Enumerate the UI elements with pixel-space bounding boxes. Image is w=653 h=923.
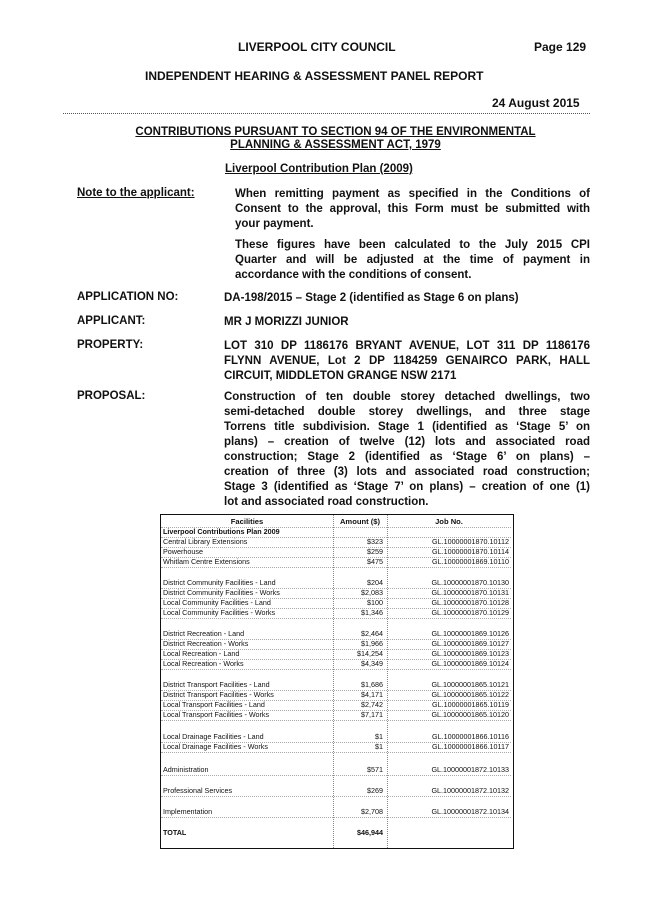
total-label: TOTAL [163, 828, 187, 837]
contribution-plan-name: Liverpool Contribution Plan (2009) [225, 163, 413, 175]
header-divider [63, 113, 590, 114]
job-cell: GL.10000001870.10128 [431, 598, 509, 607]
proposal-label: PROPOSAL: [77, 390, 146, 402]
job-cell: GL.10000001865.10121 [431, 680, 509, 689]
job-cell: GL.10000001870.10130 [431, 578, 509, 587]
facility-cell: Local Community Facilities - Works [163, 608, 276, 617]
facility-cell: Professional Services [163, 786, 233, 795]
facility-cell: Implementation [163, 807, 213, 816]
table-row [161, 608, 511, 619]
amount-cell: $2,464 [361, 629, 383, 638]
table-row [161, 742, 511, 753]
job-cell: GL.10000001865.10119 [431, 700, 509, 709]
job-cell: GL.10000001870.10112 [431, 537, 509, 546]
amount-cell: $2,708 [361, 807, 383, 816]
table-total-row [161, 828, 511, 838]
facility-cell: District Transport Facilities - Land [163, 680, 270, 689]
amount-cell: $259 [367, 547, 383, 556]
amount-cell: $2,083 [361, 588, 383, 597]
amount-cell: $1,346 [361, 608, 383, 617]
proposal-line: lot and associated road construction. [224, 496, 429, 508]
amount-cell: $14,254 [357, 649, 383, 658]
amount-cell: $4,349 [361, 659, 383, 668]
proposal-line: Construction of ten double storey detached dwellings, two [224, 391, 590, 403]
note-p1-line: When remitting payment as specified in the Conditions of [235, 188, 590, 200]
job-cell: GL.10000001872.10132 [431, 786, 509, 795]
property-line: LOT 310 DP 1186176 BRYANT AVENUE, LOT 311 DP 1186176 [224, 340, 590, 352]
table-row [161, 557, 511, 568]
section-title-line2: PLANNING & ASSESSMENT ACT, 1979 [230, 139, 441, 151]
contributions-table [160, 514, 514, 849]
applicant-label: APPLICANT: [77, 315, 146, 327]
note-p1-line: Consent to the approval, this Form must be submitted with [235, 203, 590, 215]
table-row [161, 765, 511, 776]
applicant-value: MR J MORIZZI JUNIOR [224, 316, 349, 328]
amount-cell: $100 [367, 598, 383, 607]
table-row [161, 786, 511, 797]
header-job: Job No. [435, 517, 463, 526]
header-facilities: Facilities [230, 517, 264, 526]
amount-cell: $7,171 [361, 710, 383, 719]
job-cell: GL.10000001872.10133 [431, 765, 509, 774]
amount-cell: $269 [367, 786, 383, 795]
property-value [224, 339, 590, 384]
proposal-line: creation of three (3) lots and associated road construction; [224, 466, 590, 478]
amount-cell: $204 [367, 578, 383, 587]
note-label: Note to the applicant: [77, 187, 195, 199]
note-paragraph-1 [235, 187, 590, 232]
plan-name-cell: Liverpool Contributions Plan 2009 [163, 527, 280, 536]
proposal-line: plans) – creation of twelve (12) lots and associated road [224, 436, 590, 448]
council-name: LIVERPOOL CITY COUNCIL [238, 40, 396, 54]
job-cell: GL.10000001865.10120 [431, 710, 509, 719]
table-row [161, 807, 511, 818]
amount-cell: $1 [375, 732, 383, 741]
page-number: Page 129 [534, 40, 587, 54]
facility-cell: Central Library Extensions [163, 537, 248, 546]
job-cell: GL.10000001870.10114 [431, 547, 509, 556]
facility-cell: District Community Facilities - Works [163, 588, 280, 597]
job-cell: GL.10000001869.10123 [431, 649, 509, 658]
job-cell: GL.10000001869.10126 [431, 629, 509, 638]
facility-cell: Administration [163, 765, 209, 774]
facility-cell: Local Recreation - Works [163, 659, 244, 668]
property-line: FLYNN AVENUE, Lot 2 DP 1184259 GENAIRCO PARK, HALL [224, 355, 590, 367]
facility-cell: Local Transport Facilities - Works [163, 710, 270, 719]
amount-cell: $475 [367, 557, 383, 566]
note-p2-line: accordance with the conditions of consent. [235, 269, 472, 281]
proposal-line: construction; Stage 2 (identified as ‘Stage 6’ on plans) – [224, 451, 590, 463]
amount-cell: $2,742 [361, 700, 383, 709]
proposal-line: Torrens title subdivision. Stage 1 (identified as ‘Stage 5’ on [224, 421, 590, 433]
facility-cell: Powerhouse [163, 547, 203, 556]
amount-cell: $1 [375, 742, 383, 751]
amount-cell: $323 [367, 537, 383, 546]
facility-cell: Local Drainage Facilities - Works [163, 742, 268, 751]
property-line: CIRCUIT, MIDDLETON GRANGE NSW 2171 [224, 370, 457, 382]
amount-cell: $4,171 [361, 690, 383, 699]
application-value: DA-198/2015 – Stage 2 (identified as Stage 6 on plans) [224, 292, 519, 304]
facility-cell: District Recreation - Works [163, 639, 249, 648]
table-row [161, 710, 511, 721]
facility-cell: Whitlam Centre Extensions [163, 557, 250, 566]
amount-cell: $571 [367, 765, 383, 774]
job-cell: GL.10000001869.10110 [431, 557, 509, 566]
section-title-line1: CONTRIBUTIONS PURSUANT TO SECTION 94 OF THE ENVIRONMENTAL [135, 126, 536, 138]
job-cell: GL.10000001872.10134 [431, 807, 509, 816]
facility-cell: District Community Facilities - Land [163, 578, 276, 587]
facility-cell: District Transport Facilities - Works [163, 690, 274, 699]
job-cell: GL.10000001866.10116 [431, 732, 509, 741]
job-cell: GL.10000001865.10122 [431, 690, 509, 699]
note-paragraph-2 [235, 238, 590, 283]
note-p2-line: Quarter and will be adjusted at the time of payment in [235, 254, 590, 266]
report-title: INDEPENDENT HEARING & ASSESSMENT PANEL REPORT [145, 69, 484, 83]
note-p1-line: your payment. [235, 218, 314, 230]
proposal-value [224, 390, 590, 510]
facility-cell: Local Recreation - Land [163, 649, 240, 658]
job-cell: GL.10000001870.10131 [431, 588, 509, 597]
table-row [161, 659, 511, 670]
job-cell: GL.10000001869.10124 [431, 659, 509, 668]
total-amount: $46,944 [357, 828, 383, 837]
note-p2-line: These figures have been calculated to the July 2015 CPI [235, 239, 590, 251]
job-cell: GL.10000001866.10117 [431, 742, 509, 751]
job-cell: GL.10000001870.10129 [431, 608, 509, 617]
facility-cell: Local Drainage Facilities - Land [163, 732, 264, 741]
report-date: 24 August 2015 [492, 96, 580, 110]
application-label: APPLICATION NO: [77, 291, 179, 303]
proposal-line: Stage 3 (identified as ‘Stage 7’ on plans) – creation of one (1) [224, 481, 590, 493]
facility-cell: Local Transport Facilities - Land [163, 700, 265, 709]
job-cell: GL.10000001869.10127 [431, 639, 509, 648]
property-label: PROPERTY: [77, 339, 144, 351]
amount-cell: $1,966 [361, 639, 383, 648]
header-amount: Amount ($) [339, 517, 381, 526]
amount-cell: $1,686 [361, 680, 383, 689]
facility-cell: Local Community Facilities - Land [163, 598, 271, 607]
proposal-line: semi-detached double storey dwellings, and three stage [224, 406, 590, 418]
facility-cell: District Recreation - Land [163, 629, 245, 638]
